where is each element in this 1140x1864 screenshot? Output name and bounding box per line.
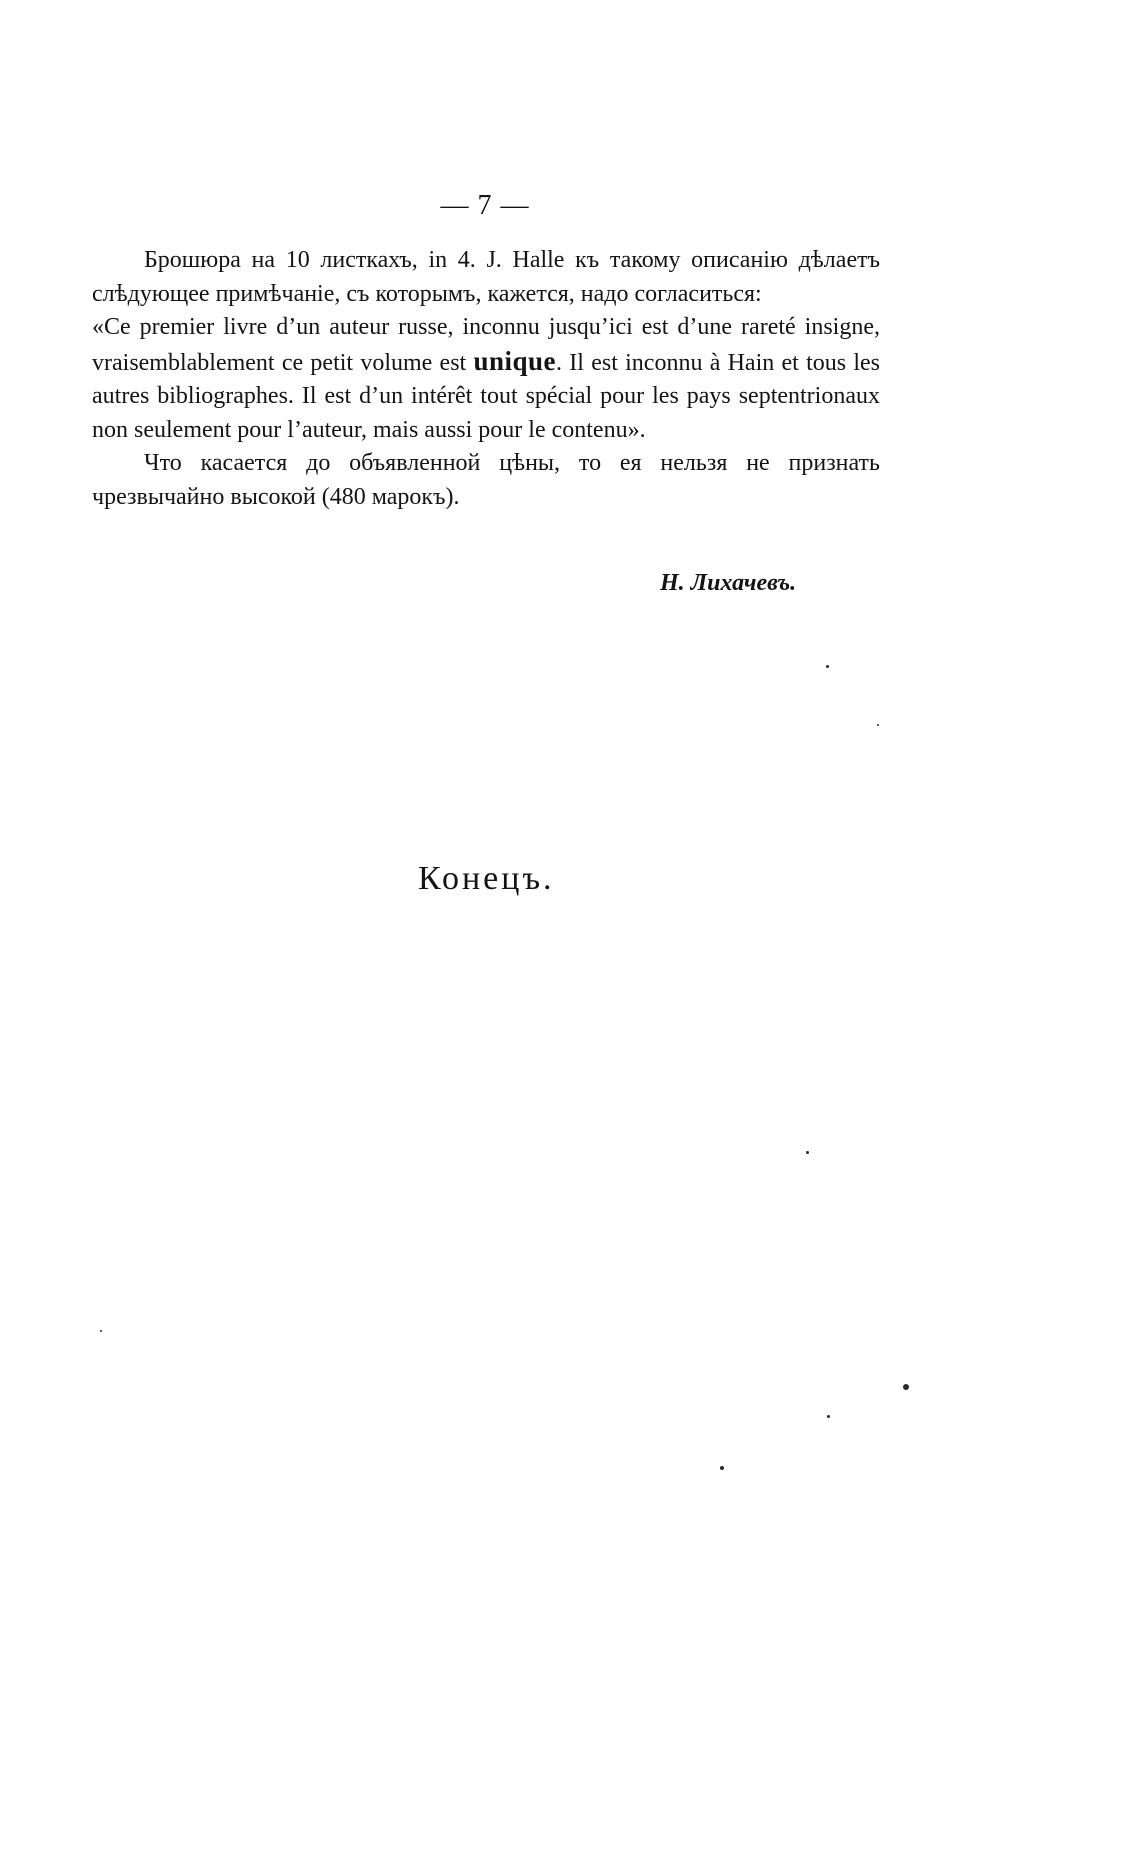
page-number: — 7 — [440, 190, 530, 221]
print-speck [877, 724, 879, 726]
paragraph-quote [92, 311, 880, 447]
author-signature: Н. Лихачевъ. [660, 570, 797, 596]
paragraph-price: Что касается до объявленной цѣны, то ея нельзя не признать чрезвычайно высокой (480 марокъ). [92, 450, 880, 510]
paragraph-description: Брошюра на 10 листкахъ, in 4. J. Halle къ такому описанію дѣлаетъ слѣдующее примѣчаніе, съ которымъ, кажется, надо согласиться: [92, 247, 880, 307]
print-speck [827, 1415, 830, 1418]
print-speck [903, 1384, 909, 1390]
end-heading: Конецъ. [418, 860, 555, 897]
print-speck [806, 1151, 809, 1154]
print-speck [100, 1330, 102, 1332]
print-speck [826, 665, 829, 668]
quote-emphasis: unique [473, 345, 557, 376]
quote-text-start: «Ce premier livre d’un auteur russe, inconnu jusqu’ici est d’une rareté insigne, vraisemblablement ce petit volume est [92, 314, 880, 376]
body-text [92, 244, 880, 514]
quote-text-end: . Il est inconnu à Hain et tous les autres bibliographes. Il est d’un intérêt tout spécial pour les pays septentrionaux non seulement pour l’auteur, mais aussi pour le contenu». [92, 349, 880, 443]
print-speck [720, 1466, 724, 1470]
